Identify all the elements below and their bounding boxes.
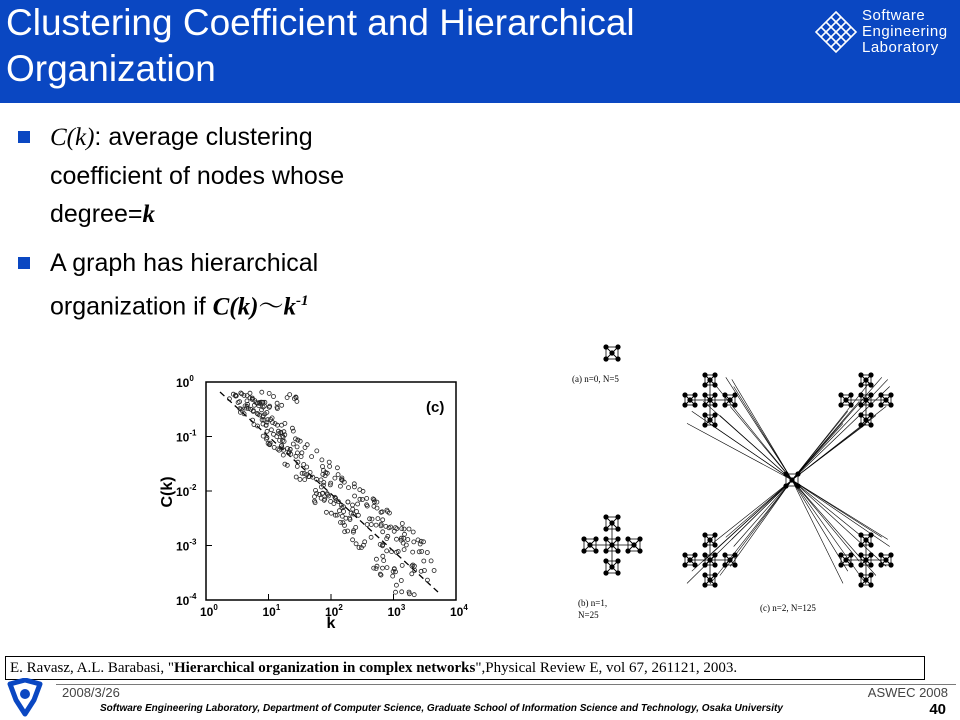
graph-node — [868, 422, 873, 427]
exponent: -1 — [295, 293, 309, 309]
graph-node — [702, 402, 707, 407]
graph-node — [615, 526, 620, 531]
plot-frame — [206, 382, 456, 600]
graph-node — [631, 542, 636, 547]
graph-node — [858, 532, 863, 537]
logo-text-3: Laboratory — [862, 39, 939, 56]
graph-node — [868, 562, 873, 567]
graph-edge — [792, 480, 848, 571]
graph-node — [603, 356, 608, 361]
citation-title: Hierarchical organization in complex networks — [174, 660, 476, 676]
graph-node — [838, 552, 843, 557]
graph-node — [863, 537, 868, 542]
footer-affiliation: Software Engineering Laboratory, Department of Computer Science, Graduate School of Information Science and Technology, Osaka University — [100, 703, 783, 714]
graph-edge — [792, 480, 866, 584]
graph-node — [603, 570, 608, 575]
graph-node — [732, 552, 737, 557]
graph-node — [603, 344, 608, 349]
graph-node — [581, 536, 586, 541]
graph-node — [878, 562, 883, 567]
graph-node — [838, 562, 843, 567]
graph-edge — [792, 377, 882, 480]
graph-edge — [734, 387, 792, 481]
x-axis-label: k — [326, 615, 336, 632]
graph-node — [687, 557, 692, 562]
graph-caption-c: (c) n=2, N=125 — [760, 603, 816, 613]
graph-node — [868, 412, 873, 417]
graph-node — [625, 548, 630, 553]
graph-node — [603, 536, 608, 541]
y-axis-label: C(k) — [159, 476, 176, 508]
graph-node — [712, 572, 717, 577]
bullet-2-text-b: organization if — [50, 292, 213, 321]
ck-expr: C(k) — [212, 293, 259, 321]
graph-node — [615, 570, 620, 575]
graph-node — [702, 382, 707, 387]
logo-text-1: Software — [862, 7, 926, 24]
graph-edge — [792, 480, 882, 537]
bullet-item-1 — [18, 118, 458, 234]
graph-node — [868, 552, 873, 557]
bullet-list — [18, 118, 458, 336]
graph-node — [609, 350, 614, 355]
graph-node — [712, 372, 717, 377]
graph-node — [848, 392, 853, 397]
graph-node — [702, 412, 707, 417]
graph-node — [702, 422, 707, 427]
slide-title — [6, 0, 786, 92]
bullet-2-text-a: A graph has hierarchical — [50, 249, 319, 277]
graph-node — [868, 532, 873, 537]
bullet-1-text-a: : average clustering — [94, 123, 313, 151]
graph-node — [848, 562, 853, 567]
graph-node — [625, 536, 630, 541]
graph-node — [609, 564, 614, 569]
graph-node — [702, 542, 707, 547]
graph-caption-b-2: N=25 — [578, 610, 599, 620]
graph-node — [615, 344, 620, 349]
graph-edge — [687, 423, 792, 480]
graph-node — [883, 397, 888, 402]
graph-node — [868, 372, 873, 377]
graph-node — [722, 562, 727, 567]
graph-edge — [732, 379, 792, 480]
bullet-item-2 — [18, 244, 458, 326]
title-line-2: Organization — [6, 48, 216, 89]
graph-edge — [792, 480, 869, 543]
graph-node — [843, 557, 848, 562]
lab-logo-icon — [814, 10, 858, 54]
graph-node — [587, 542, 592, 547]
bullet-1-text-c: degree= — [50, 200, 143, 228]
graph-edge — [792, 480, 890, 547]
graph-node — [888, 552, 893, 557]
graph-node — [888, 562, 893, 567]
graph-node — [858, 552, 863, 557]
graph-node — [707, 417, 712, 422]
hierarchical-network-figure — [560, 335, 920, 625]
graph-node — [858, 562, 863, 567]
graph-caption-a: (a) n=0, N=5 — [572, 374, 619, 384]
network-drawing — [581, 344, 893, 587]
graph-node — [878, 552, 883, 557]
x-tick-label: $10^1$ — [262, 603, 281, 619]
logo-text-2: Engineering — [862, 23, 948, 40]
graph-node — [858, 382, 863, 387]
graph-edge — [710, 480, 792, 584]
graph-node — [868, 382, 873, 387]
footer-conference: ASWEC 2008 — [867, 685, 948, 700]
graph-node — [712, 552, 717, 557]
lab-logo-text — [862, 8, 948, 56]
graph-node — [682, 402, 687, 407]
graph-node — [878, 392, 883, 397]
graph-edge — [792, 480, 859, 561]
y-tick-label: $10^{-2}$ — [176, 483, 197, 499]
graph-node — [692, 552, 697, 557]
graph-node — [795, 483, 800, 488]
graph-node — [795, 471, 800, 476]
graph-node — [712, 422, 717, 427]
x-tick-label: $10^3$ — [387, 603, 406, 619]
graph-node — [868, 582, 873, 587]
graph-node — [858, 402, 863, 407]
graph-node — [858, 412, 863, 417]
graph-node — [615, 558, 620, 563]
graph-node — [732, 402, 737, 407]
graph-node — [593, 536, 598, 541]
page-number: 40 — [929, 701, 946, 718]
footer-divider — [56, 684, 956, 685]
graph-node — [615, 536, 620, 541]
graph-caption-b-1: (b) n=1, — [578, 598, 608, 608]
graph-edge — [792, 411, 848, 480]
graph-node — [863, 577, 868, 582]
graph-node — [868, 402, 873, 407]
graph-node — [789, 477, 794, 482]
graph-node — [868, 392, 873, 397]
graph-node — [687, 397, 692, 402]
graph-node — [692, 402, 697, 407]
graph-node — [878, 402, 883, 407]
bullet-1-text-b: coefficient of nodes whose — [50, 162, 345, 190]
x-tick-label: $10^4$ — [450, 603, 468, 619]
graph-node — [692, 392, 697, 397]
graph-node — [888, 392, 893, 397]
graph-node — [637, 548, 642, 553]
graph-node — [712, 382, 717, 387]
graph-node — [707, 577, 712, 582]
title-bar — [0, 0, 960, 103]
graph-edge — [713, 480, 792, 543]
graph-edge — [692, 411, 792, 480]
citation-box — [5, 656, 925, 680]
panel-label: (c) — [426, 399, 445, 416]
graph-node — [603, 548, 608, 553]
graph-node — [702, 532, 707, 537]
title-line-1: Clustering Coefficient and Hierarchical — [6, 2, 635, 43]
graph-node — [722, 402, 727, 407]
graph-edge — [730, 480, 792, 566]
k-symbol: k — [142, 201, 155, 228]
graph-node — [858, 572, 863, 577]
graph-node — [858, 392, 863, 397]
graph-node — [888, 402, 893, 407]
citation-authors: E. Ravasz, A.L. Barabasi, " — [10, 660, 174, 676]
clustering-scatter-plot — [148, 360, 468, 632]
graph-node — [732, 562, 737, 567]
graph-node — [858, 372, 863, 377]
graph-node — [702, 582, 707, 587]
university-logo-icon — [2, 678, 48, 718]
graph-node — [593, 548, 598, 553]
graph-node — [783, 471, 788, 476]
graph-edge — [792, 480, 876, 576]
graph-node — [848, 552, 853, 557]
graph-node — [692, 562, 697, 567]
graph-node — [858, 422, 863, 427]
graph-node — [727, 557, 732, 562]
graph-node — [727, 397, 732, 402]
graph-node — [702, 572, 707, 577]
graph-node — [581, 548, 586, 553]
graph-node — [637, 536, 642, 541]
footer-date: 2008/3/26 — [62, 685, 120, 700]
lab-logo — [814, 8, 954, 64]
x-tick-label: $10^0$ — [200, 603, 218, 619]
graph-node — [843, 397, 848, 402]
graph-node — [682, 392, 687, 397]
bullet-square-icon — [18, 131, 30, 143]
graph-node — [722, 392, 727, 397]
y-tick-label: $10^{-3}$ — [176, 537, 197, 554]
graph-edge — [687, 480, 792, 583]
y-tick-label: $10^{-1}$ — [176, 428, 197, 445]
graph-node — [603, 526, 608, 531]
graph-node — [712, 582, 717, 587]
graph-node — [848, 402, 853, 407]
graph-node — [712, 562, 717, 567]
graph-node — [863, 377, 868, 382]
graph-node — [712, 402, 717, 407]
graph-node — [838, 392, 843, 397]
graph-node — [603, 558, 608, 563]
y-tick-label: $10^{-4}$ — [176, 592, 197, 608]
graph-node — [702, 562, 707, 567]
bullet-square-icon — [18, 257, 30, 269]
graph-node — [615, 514, 620, 519]
graph-node — [783, 483, 788, 488]
graph-edge — [734, 480, 792, 547]
graph-node — [858, 542, 863, 547]
graph-node — [858, 582, 863, 587]
graph-node — [732, 392, 737, 397]
graph-node — [609, 520, 614, 525]
graph-node — [712, 532, 717, 537]
graph-node — [707, 537, 712, 542]
graph-edge — [720, 416, 792, 481]
graph-node — [603, 514, 608, 519]
x-tick-label: $10^2$ — [325, 603, 343, 619]
citation-journal: ",Physical Review E, vol 67, 261121, 2003. — [475, 660, 738, 676]
tilde-symbol: ～ — [258, 292, 284, 321]
graph-node — [615, 356, 620, 361]
graph-node — [868, 542, 873, 547]
k-var: k — [283, 293, 296, 321]
graph-node — [863, 417, 868, 422]
graph-node — [722, 552, 727, 557]
graph-node — [702, 552, 707, 557]
graph-edge — [726, 480, 792, 537]
graph-node — [712, 542, 717, 547]
graph-node — [615, 548, 620, 553]
graph-edge — [703, 480, 792, 561]
graph-node — [712, 392, 717, 397]
graph-node — [712, 412, 717, 417]
ck-symbol: C(k) — [50, 124, 95, 151]
graph-node — [702, 392, 707, 397]
y-tick-label: $10^0$ — [176, 374, 194, 390]
graph-node — [702, 372, 707, 377]
graph-node — [707, 377, 712, 382]
graph-node — [868, 572, 873, 577]
graph-node — [838, 402, 843, 407]
graph-node — [682, 552, 687, 557]
graph-node — [883, 557, 888, 562]
graph-node — [682, 562, 687, 567]
